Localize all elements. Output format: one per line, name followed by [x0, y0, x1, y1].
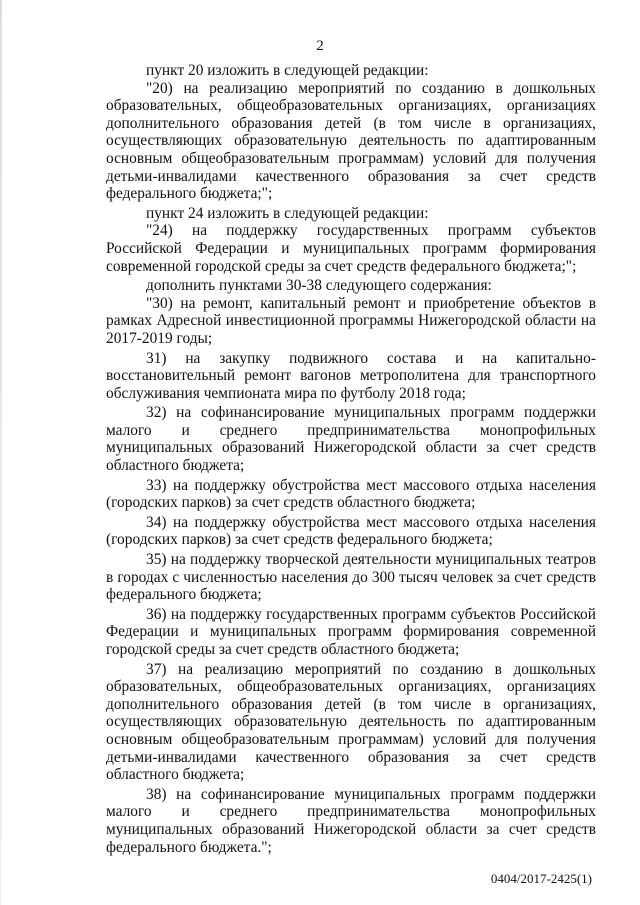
paragraph-item-35: 35) на поддержку творческой деятельности муниципальных театров в городах с численностью населения до 300 тысяч человек за счет средств федерального бюджета; [106, 551, 596, 604]
paragraph-instruction-24: пункт 24 изложить в следующей редакции: [146, 204, 429, 222]
paragraph-item-33: 33) на поддержку обустройства мест массового отдыха населения (городских парков) за счет средств областного бюджета; [106, 476, 596, 512]
paragraph-item-20: "20) на реализацию мероприятий по созданию в дошкольных образовательных, общеобразовательных организациях, организациях дополнительного образования детей (в том числе в организациях, осуществляющих образовательную деятельность по адаптированным основным общеобразовательным программам) условий для получения детьми-инвалидами качественного образования за счет средств федерального бюджета;"; [106, 79, 596, 203]
paragraph-item-30: "30) на ремонт, капитальный ремонт и приобретение объектов в рамках Адресной инвестиционной программы Нижегородской области на 2017-2019 годы; [106, 294, 596, 347]
paragraph-instruction-20: пункт 20 изложить в следующей редакции: [146, 62, 429, 79]
paragraph-item-31: 31) на закупку подвижного состава и на капитально-восстановительный ремонт вагонов метрополитена для транспортного обслуживания чемпионата мира по футболу 2018 года; [106, 349, 596, 402]
document-body [106, 62, 596, 858]
paragraph-item-38: 38) на софинансирование муниципальных программ поддержки малого и среднего предпринимательства монопрофильных муниципальных образований Нижегородской области за счет средств федерального бюджета."; [106, 785, 596, 856]
paragraph-instruction-30-38: дополнить пунктами 30-38 следующего содержания: [146, 277, 492, 295]
paragraph-item-34: 34) на поддержку обустройства мест массового отдыха населения (городских парков) за счет средств федерального бюджета; [106, 513, 596, 549]
paragraph-item-36: 36) на поддержку государственных программ субъектов Российской Федерации и муниципальных программ формирования современной городской среды за счет средств областного бюджета; [106, 605, 596, 658]
paragraph-item-24: "24) на поддержку государственных программ субъектов Российской Федерации и муниципальных программ формирования современной городской среды за счет средств федерального бюджета;"; [106, 222, 596, 275]
page-number: 2 [316, 38, 324, 54]
document-code: 0404/2017-2425(1) [490, 871, 592, 886]
paragraph-item-37: 37) на реализацию мероприятий по созданию в дошкольных образовательных, общеобразовательных организациях, организациях дополнительного образования детей (в том числе в организациях, осуществляющих образовательную деятельность по адаптированным основным общеобразовательным программам) условий для получения детьми-инвалидами качественного образования за счет средств областного бюджета; [106, 660, 596, 784]
paragraph-item-32: 32) на софинансирование муниципальных программ поддержки малого и среднего предпринимательства монопрофильных муниципальных образований Нижегородской области за счет средств областного бюджета; [106, 404, 596, 475]
scan-edge [0, 0, 2, 905]
